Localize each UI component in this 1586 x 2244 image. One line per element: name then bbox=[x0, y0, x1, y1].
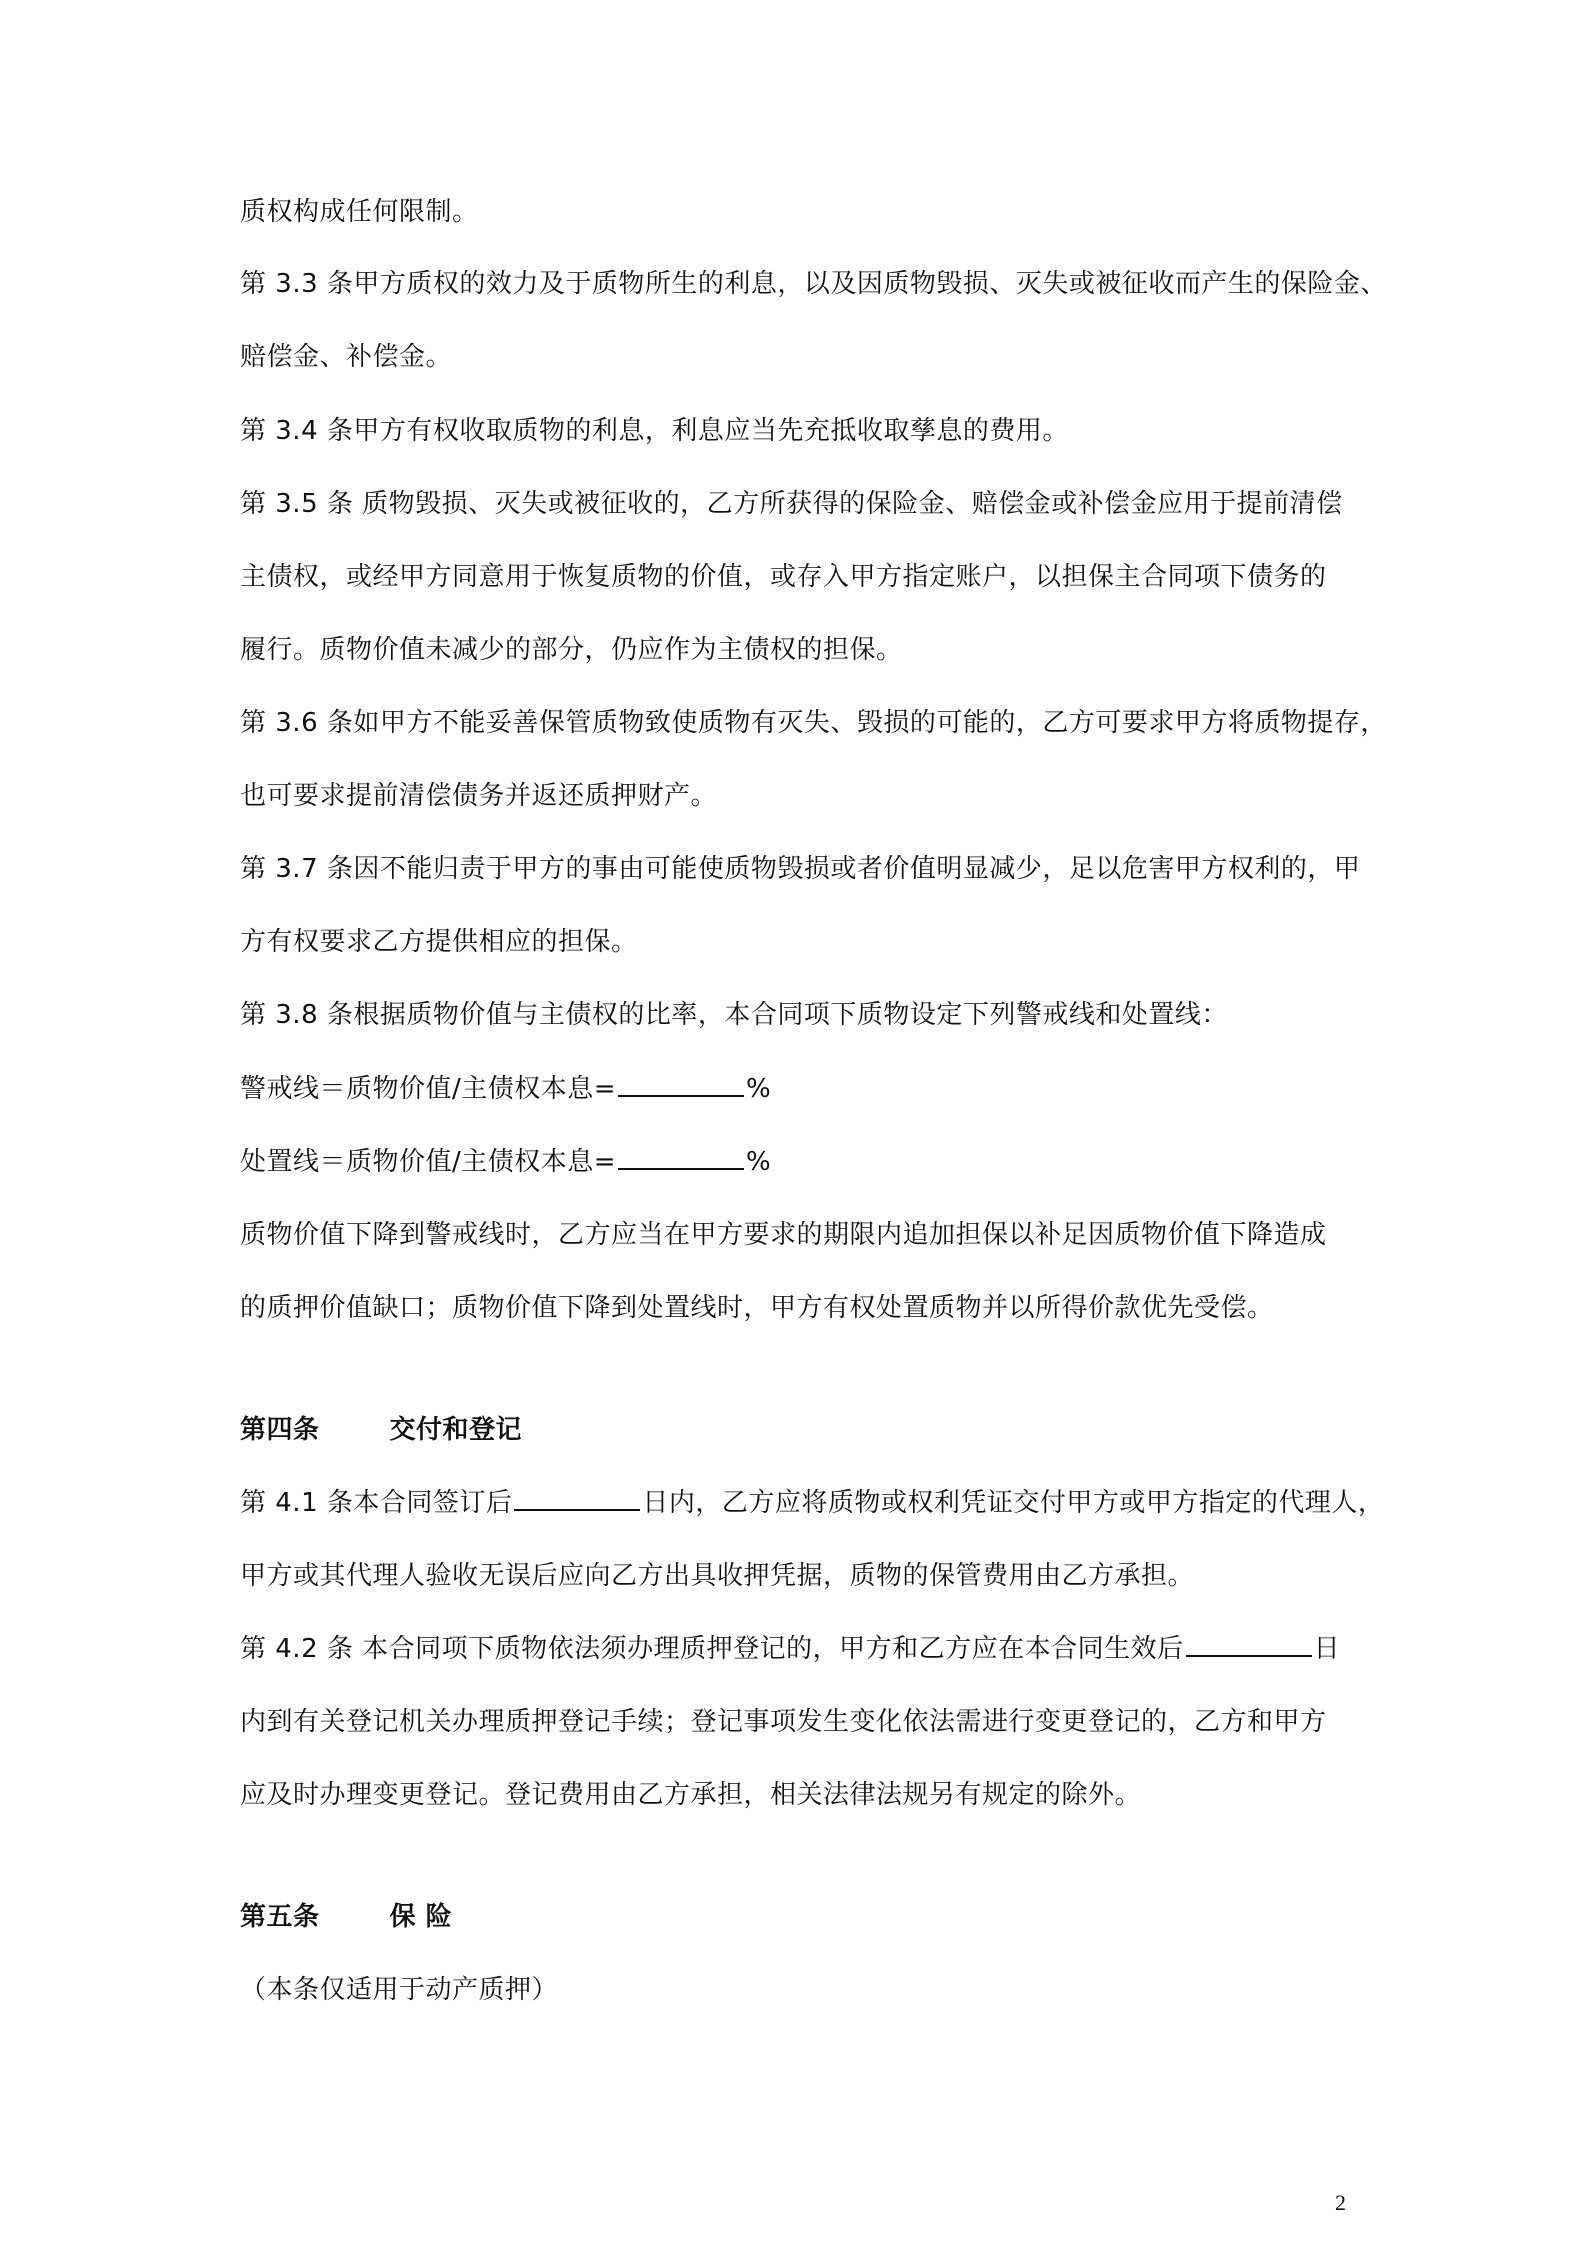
disposal-line-formula bbox=[240, 1144, 771, 1180]
article-4-2-line-3: 应及时办理变更登记。登记费用由乙方承担，相关法律法规另有规定的除外。 bbox=[240, 1780, 1142, 1810]
article-3-5-line-3: 履行。质物价值未减少的部分，仍应作为主债权的担保。 bbox=[240, 635, 903, 665]
warning-line-formula bbox=[240, 1071, 771, 1107]
article-4-2-pre: 第 4.2 条 本合同项下质物依法须办理质押登记的，甲方和乙方应在本合同生效后 bbox=[240, 1634, 1184, 1664]
article-4-1-post: 日内，乙方应将质物或权利凭证交付甲方或甲方指定的代理人， bbox=[642, 1488, 1385, 1518]
article-4-1-line-2: 甲方或其代理人验收无误后应向乙方出具收押凭据，质物的保管费用由乙方承担。 bbox=[240, 1561, 1195, 1591]
article-4-1-pre: 第 4.1 条本合同签订后 bbox=[240, 1488, 513, 1518]
value-decline-line-1: 质物价值下降到警戒线时，乙方应当在甲方要求的期限内追加担保以补足因质物价值下降造成 bbox=[240, 1220, 1327, 1250]
article-3-3-line-1: 第 3.3 条甲方质权的效力及于质物所生的利息，以及因质物毁损、灭失或被征收而产生的保险金、 bbox=[240, 269, 1387, 299]
article-3-6-line-2: 也可要求提前清偿债务并返还质押财产。 bbox=[240, 781, 718, 811]
warning-line-label: 警戒线＝质物价值/主债权本息= bbox=[240, 1074, 617, 1104]
disposal-line-blank bbox=[618, 1146, 744, 1170]
article-3-4: 第 3.4 条甲方有权收取质物的利息，利息应当先充抵收取孳息的费用。 bbox=[240, 416, 1069, 446]
disposal-line-label: 处置线＝质物价值/主债权本息= bbox=[240, 1147, 617, 1177]
article-4-2-line-2: 内到有关登记机关办理质押登记手续；登记事项发生变化依法需进行变更登记的，乙方和甲方 bbox=[240, 1707, 1327, 1737]
article-3-8: 第 3.8 条根据质物价值与主债权的比率，本合同项下质物设定下列警戒线和处置线： bbox=[240, 1000, 1228, 1030]
article-4-1-line-1 bbox=[240, 1485, 1384, 1521]
warning-line-suffix: % bbox=[746, 1074, 772, 1104]
article-3-5-line-1: 第 3.5 条 质物毁损、灭失或被征收的，乙方所获得的保险金、赔偿金或补偿金应用于提前清偿 bbox=[240, 489, 1343, 519]
disposal-line-suffix: % bbox=[746, 1147, 772, 1177]
article-3-5-line-2: 主债权，或经甲方同意用于恢复质物的价值，或存入甲方指定账户，以担保主合同项下债务的 bbox=[240, 562, 1327, 592]
article-3-7-line-1: 第 3.7 条因不能归责于甲方的事由可能使质物毁损或者价值明显减少，足以危害甲方权利的，甲 bbox=[240, 854, 1361, 884]
article-3-3-line-2: 赔偿金、补偿金。 bbox=[240, 342, 453, 372]
paragraph-line: 质权构成任何限制。 bbox=[240, 197, 479, 227]
article-4-2-blank bbox=[1186, 1633, 1312, 1657]
section-4-heading bbox=[240, 1412, 522, 1448]
section-4-title: 交付和登记 bbox=[389, 1415, 523, 1445]
warning-line-blank bbox=[618, 1073, 744, 1097]
article-3-6-line-1: 第 3.6 条如甲方不能妥善保管质物致使质物有灭失、毁损的可能的，乙方可要求甲方将质物提存， bbox=[240, 708, 1387, 738]
section-5-note: （本条仅适用于动产质押） bbox=[240, 1975, 559, 2005]
section-4-number: 第四条 bbox=[240, 1415, 320, 1445]
article-4-2-line-1 bbox=[240, 1631, 1340, 1667]
article-3-7-line-2: 方有权要求乙方提供相应的担保。 bbox=[240, 927, 638, 957]
article-4-2-post: 日 bbox=[1313, 1634, 1341, 1664]
section-5-number: 第五条 bbox=[240, 1902, 320, 1932]
value-decline-line-2: 的质押价值缺口；质物价值下降到处置线时，甲方有权处置质物并以所得价款优先受偿。 bbox=[240, 1293, 1274, 1323]
article-4-1-blank bbox=[514, 1487, 640, 1511]
section-5-title: 保 险 bbox=[389, 1902, 453, 1932]
page-number: 2 bbox=[1335, 2190, 1346, 2215]
section-5-heading bbox=[240, 1899, 452, 1935]
